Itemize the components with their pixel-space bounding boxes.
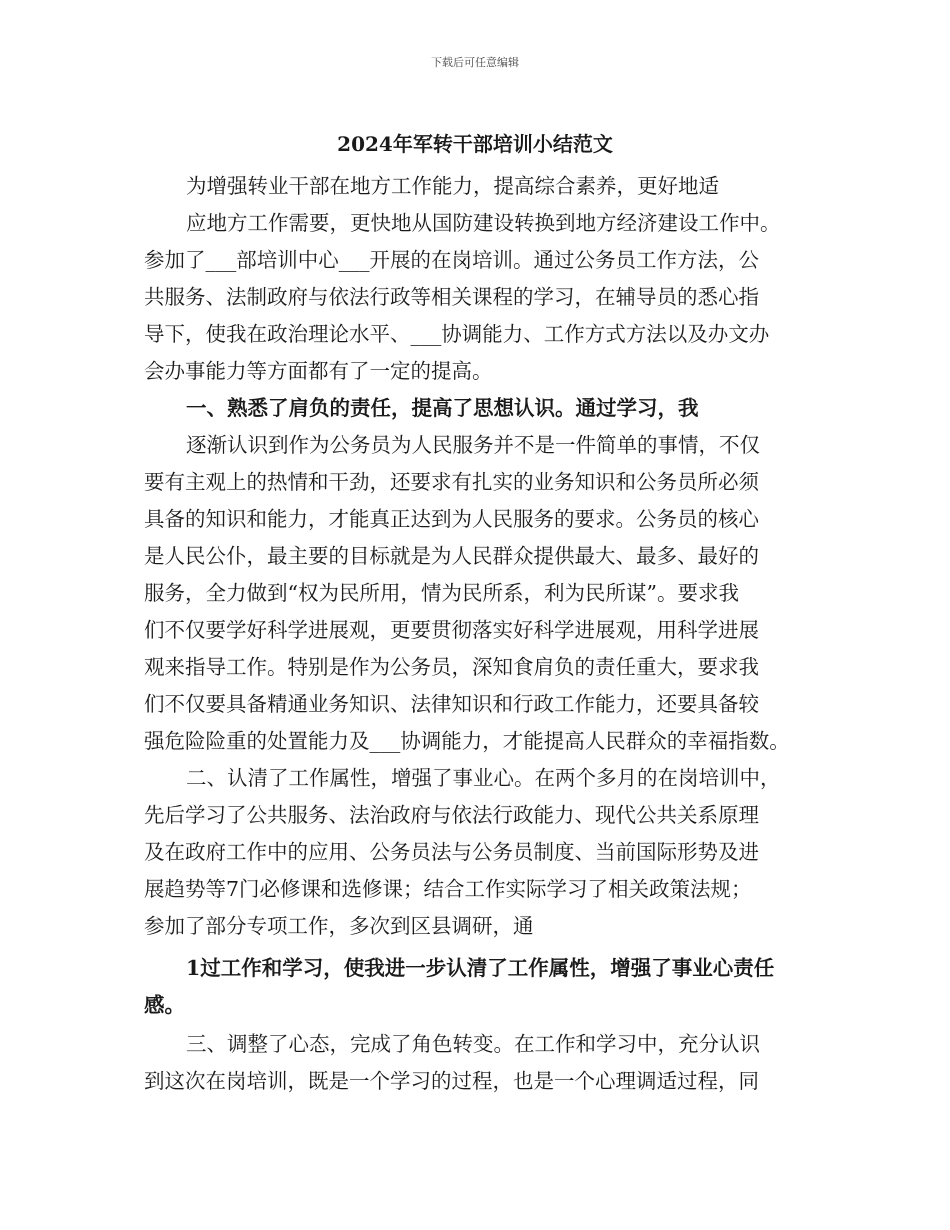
paragraph-line: 会办事能力等方面都有了一定的提高。 [144,359,493,383]
paragraph-line: 参加了___部培训中心___开展的在岗培训。通过公务员工作方法，公 [144,248,759,272]
paragraph-line: 为增强转业干部在地方工作能力，提高综合素养，更好地适 [186,174,719,198]
paragraph-line: 要有主观上的热情和干劲，还要求有扎实的业务知识和公务员所必须 [144,470,759,494]
paragraph-line: 是人民公仆，最主要的目标就是为人民群众提供最大、最多、最好的 [144,544,759,568]
paragraph-line: 观来指导工作。特别是作为公务员，深知食肩负的责任重大，要求我 [144,655,759,679]
paragraph-line: 应地方工作需要，更快地从国防建设转换到地方经济建设工作中。 [186,211,781,235]
paragraph-line: 到这次在岗培训，既是一个学习的过程，也是一个心理调适过程，同 [144,1069,759,1093]
document-title: 2024年军转干部培训小结范文 [337,132,613,156]
header-note: 下载后可任意编辑 [431,56,519,69]
paragraph-line: 参加了部分专项工作，多次到区县调研，通 [144,914,534,938]
paragraph-line: 们不仅要学好科学进展观，更要贯彻落实好科学进展观，用科学进展 [144,618,759,642]
paragraph-line: 三、调整了心态，完成了角色转变。在工作和学习中，充分认识 [186,1032,760,1056]
paragraph-line: 及在政府工作中的应用、公务员法与公务员制度、当前国际形势及进 [144,840,759,864]
paragraph-line: 具备的知识和能力，才能真正达到为人民服务的要求。公务员的核心 [144,507,759,531]
paragraph-line: 展趋势等7门必修课和选修课；结合工作实际学习了相关政策法规； [144,877,752,901]
paragraph-line: 共服务、法制政府与依法行政等相关课程的学习，在辅导员的悉心指 [144,285,759,309]
paragraph-line: 二、认清了工作属性，增强了事业心。在两个多月的在岗培训中， [186,766,781,790]
paragraph-line: 导下，使我在政治理论水平、___协调能力、工作方式方法以及办文办 [144,322,770,346]
paragraph-line: 逐渐认识到作为公务员为人民服务并不是一件简单的事情，不仅 [186,433,760,457]
section-heading-1: 一、熟悉了肩负的责任，提高了思想认识。通过学习，我 [186,396,699,420]
paragraph-line: 们不仅要具备精通业务知识、法律知识和行政工作能力，还要具备较 [144,692,759,716]
bold-paragraph-line: 1过工作和学习，使我进一步认清了工作属性，增强了事业心责任 [186,956,775,980]
bold-paragraph-line: 感。 [144,993,185,1017]
paragraph-line: 先后学习了公共服务、法治政府与依法行政能力、现代公共关系原理 [144,803,759,827]
paragraph-line: 服务，全力做到“权为民所用，情为民所系，利为民所谋”。要求我 [144,581,739,605]
paragraph-line: 强危险险重的处置能力及___协调能力，才能提高人民群众的幸福指数。 [144,729,790,753]
